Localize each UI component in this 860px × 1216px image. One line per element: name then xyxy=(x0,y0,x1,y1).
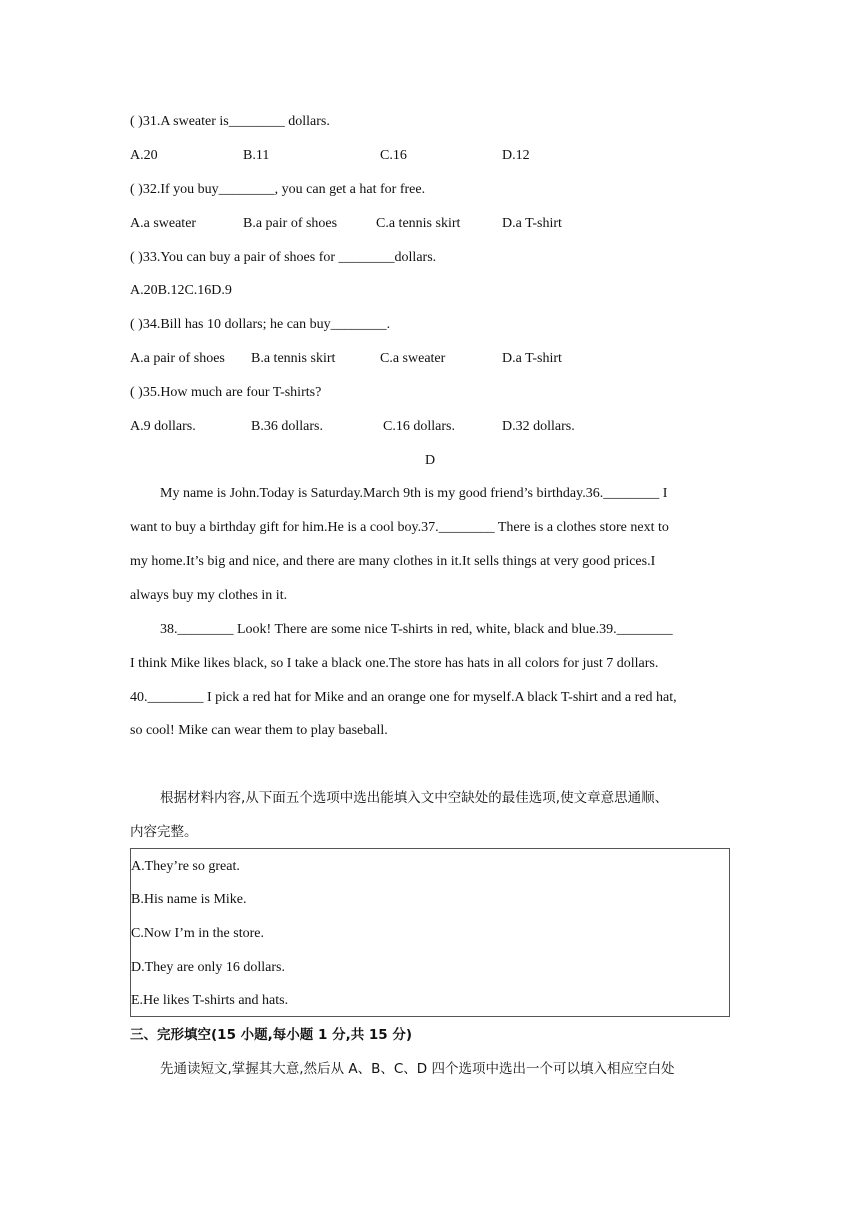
question-34-stem: ( )34.Bill has 10 dollars; he can buy________. xyxy=(130,317,391,332)
q32-option-d: D.a T-shirt xyxy=(502,216,562,231)
section-3-title: 三、完形填空(15 小题,每小题 1 分,共 15 分) xyxy=(130,1027,413,1043)
passage-line: 38.________ Look! There are some nice T-shirts in red, white, black and blue.39.________ xyxy=(160,622,673,637)
q31-option-c: C.16 xyxy=(380,148,407,163)
q34-option-c: C.a sweater xyxy=(380,351,446,366)
passage-line: want to buy a birthday gift for him.He is a cool boy.37.________ There is a clothes store next to xyxy=(130,520,669,535)
choice-c: C.Now I’m in the store. xyxy=(131,926,264,941)
instruction-line: 根据材料内容,从下面五个选项中选出能填入文中空缺处的最佳选项,使文章意思通顺、 xyxy=(160,790,669,806)
question-33-stem: ( )33.You can buy a pair of shoes for ________dollars. xyxy=(130,250,437,265)
q34-option-a: A.a pair of shoes xyxy=(130,351,225,366)
q31-option-b: B.11 xyxy=(243,148,270,163)
question-35-stem: ( )35.How much are four T-shirts? xyxy=(130,385,322,400)
choice-a: A.They’re so great. xyxy=(131,859,240,874)
passage-line: my home.It’s big and nice, and there are many clothes in it.It sells things at very good prices.I xyxy=(130,554,656,569)
passage-line: My name is John.Today is Saturday.March 9th is my good friend’s birthday.36.________ I xyxy=(160,486,668,501)
q32-option-a: A.a sweater xyxy=(130,216,197,231)
passage-line: so cool! Mike can wear them to play baseball. xyxy=(130,723,388,738)
q33-options: A.20B.12C.16D.9 xyxy=(130,283,232,298)
instruction-line: 内容完整。 xyxy=(130,824,198,840)
passage-line: I think Mike likes black, so I take a black one.The store has hats in all colors for just 7 dollars. xyxy=(130,656,659,671)
passage-line: always buy my clothes in it. xyxy=(130,588,288,603)
q32-option-c: C.a tennis skirt xyxy=(376,216,461,231)
section-d-heading: D xyxy=(424,453,436,468)
q35-option-a: A.9 dollars. xyxy=(130,419,196,434)
q31-option-a: A.20 xyxy=(130,148,158,163)
question-32-stem: ( )32.If you buy________, you can get a hat for free. xyxy=(130,182,426,197)
choice-e: E.He likes T-shirts and hats. xyxy=(131,993,289,1008)
q31-option-d: D.12 xyxy=(502,148,530,163)
choices-box xyxy=(130,848,730,1017)
choice-b: B.His name is Mike. xyxy=(131,892,247,907)
q32-option-b: B.a pair of shoes xyxy=(243,216,338,231)
passage-line: 40.________ I pick a red hat for Mike and an orange one for myself.A black T-shirt and a red hat, xyxy=(130,690,677,705)
q35-option-c: C.16 dollars. xyxy=(383,419,455,434)
q35-option-d: D.32 dollars. xyxy=(502,419,575,434)
q35-option-b: B.36 dollars. xyxy=(251,419,323,434)
section-3-instruction: 先通读短文,掌握其大意,然后从 A、B、C、D 四个选项中选出一个可以填入相应空白处 xyxy=(160,1061,675,1077)
q34-option-b: B.a tennis skirt xyxy=(251,351,336,366)
question-31-stem: ( )31.A sweater is________ dollars. xyxy=(130,114,330,129)
choice-d: D.They are only 16 dollars. xyxy=(131,960,285,975)
q34-option-d: D.a T-shirt xyxy=(502,351,562,366)
